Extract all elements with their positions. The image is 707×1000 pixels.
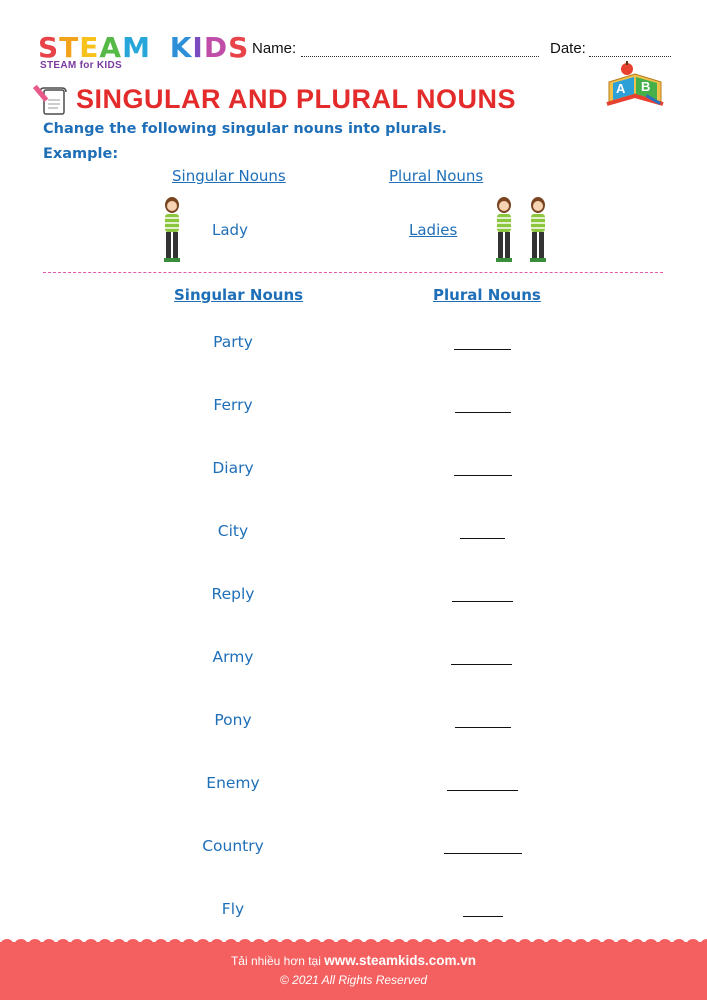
footer-download-line <box>0 953 707 968</box>
example-singular-word: Lady <box>212 221 248 239</box>
singular-noun: Enemy <box>206 774 260 792</box>
singular-noun: Army <box>212 648 254 666</box>
answer-blank[interactable] <box>455 727 511 728</box>
plural-nouns-header: Plural Nouns <box>433 286 541 304</box>
table-row <box>0 774 707 804</box>
footer-scallop-edge <box>0 936 707 950</box>
date-label: Date: <box>550 40 586 57</box>
footer-prefix: Tải nhiều hơn tại <box>230 954 321 968</box>
table-row <box>0 837 707 867</box>
svg-text:A: A <box>616 81 626 96</box>
table-row <box>0 900 707 930</box>
singular-noun: Party <box>213 333 253 351</box>
singular-noun: City <box>217 522 249 540</box>
books-icon <box>605 60 665 112</box>
singular-noun: Ferry <box>213 396 253 414</box>
instructions: Change the following singular nouns into plurals. <box>43 121 447 137</box>
answer-blank[interactable] <box>455 412 511 413</box>
table-row <box>0 522 707 552</box>
table-row <box>0 648 707 678</box>
singular-noun: Country <box>202 837 264 855</box>
girl-figure-icon <box>156 196 188 264</box>
page-title: SINGULAR AND PLURAL NOUNS <box>76 84 517 114</box>
name-label: Name: <box>252 40 297 57</box>
answer-blank[interactable] <box>451 664 512 665</box>
svg-text:STEAM KIDS: STEAM KIDS <box>38 31 250 64</box>
answer-blank[interactable] <box>460 538 505 539</box>
pencil-paper-icon <box>36 82 68 116</box>
answer-blank[interactable] <box>452 601 513 602</box>
singular-noun: Diary <box>212 459 254 477</box>
table-row <box>0 333 707 363</box>
table-row <box>0 585 707 615</box>
girl-figure-icon <box>522 196 554 264</box>
singular-nouns-header: Singular Nouns <box>174 286 304 304</box>
example-singular-header: Singular Nouns <box>172 167 286 185</box>
answer-blank[interactable] <box>444 853 522 854</box>
name-field[interactable] <box>301 44 539 57</box>
answer-blank[interactable] <box>454 475 512 476</box>
table-row <box>0 396 707 426</box>
example-plural-word: Ladies <box>409 221 458 239</box>
logo-subtitle: STEAM for KIDS <box>40 60 122 71</box>
date-field[interactable] <box>589 44 671 57</box>
svg-text:B: B <box>641 79 651 94</box>
answer-blank[interactable] <box>463 916 503 917</box>
footer-copyright: © 2021 All Rights Reserved <box>279 973 428 987</box>
answer-blank[interactable] <box>454 349 511 350</box>
example-label: Example: <box>43 146 119 162</box>
table-row <box>0 711 707 741</box>
singular-noun: Pony <box>214 711 252 729</box>
girl-figure-icon <box>488 196 520 264</box>
example-plural-header: Plural Nouns <box>389 167 484 185</box>
singular-noun: Fly <box>221 900 245 918</box>
singular-noun: Reply <box>211 585 255 603</box>
section-divider <box>43 272 663 273</box>
answer-blank[interactable] <box>447 790 518 791</box>
footer-website-link[interactable]: www.steamkids.com.vn <box>324 953 477 968</box>
table-row <box>0 459 707 489</box>
